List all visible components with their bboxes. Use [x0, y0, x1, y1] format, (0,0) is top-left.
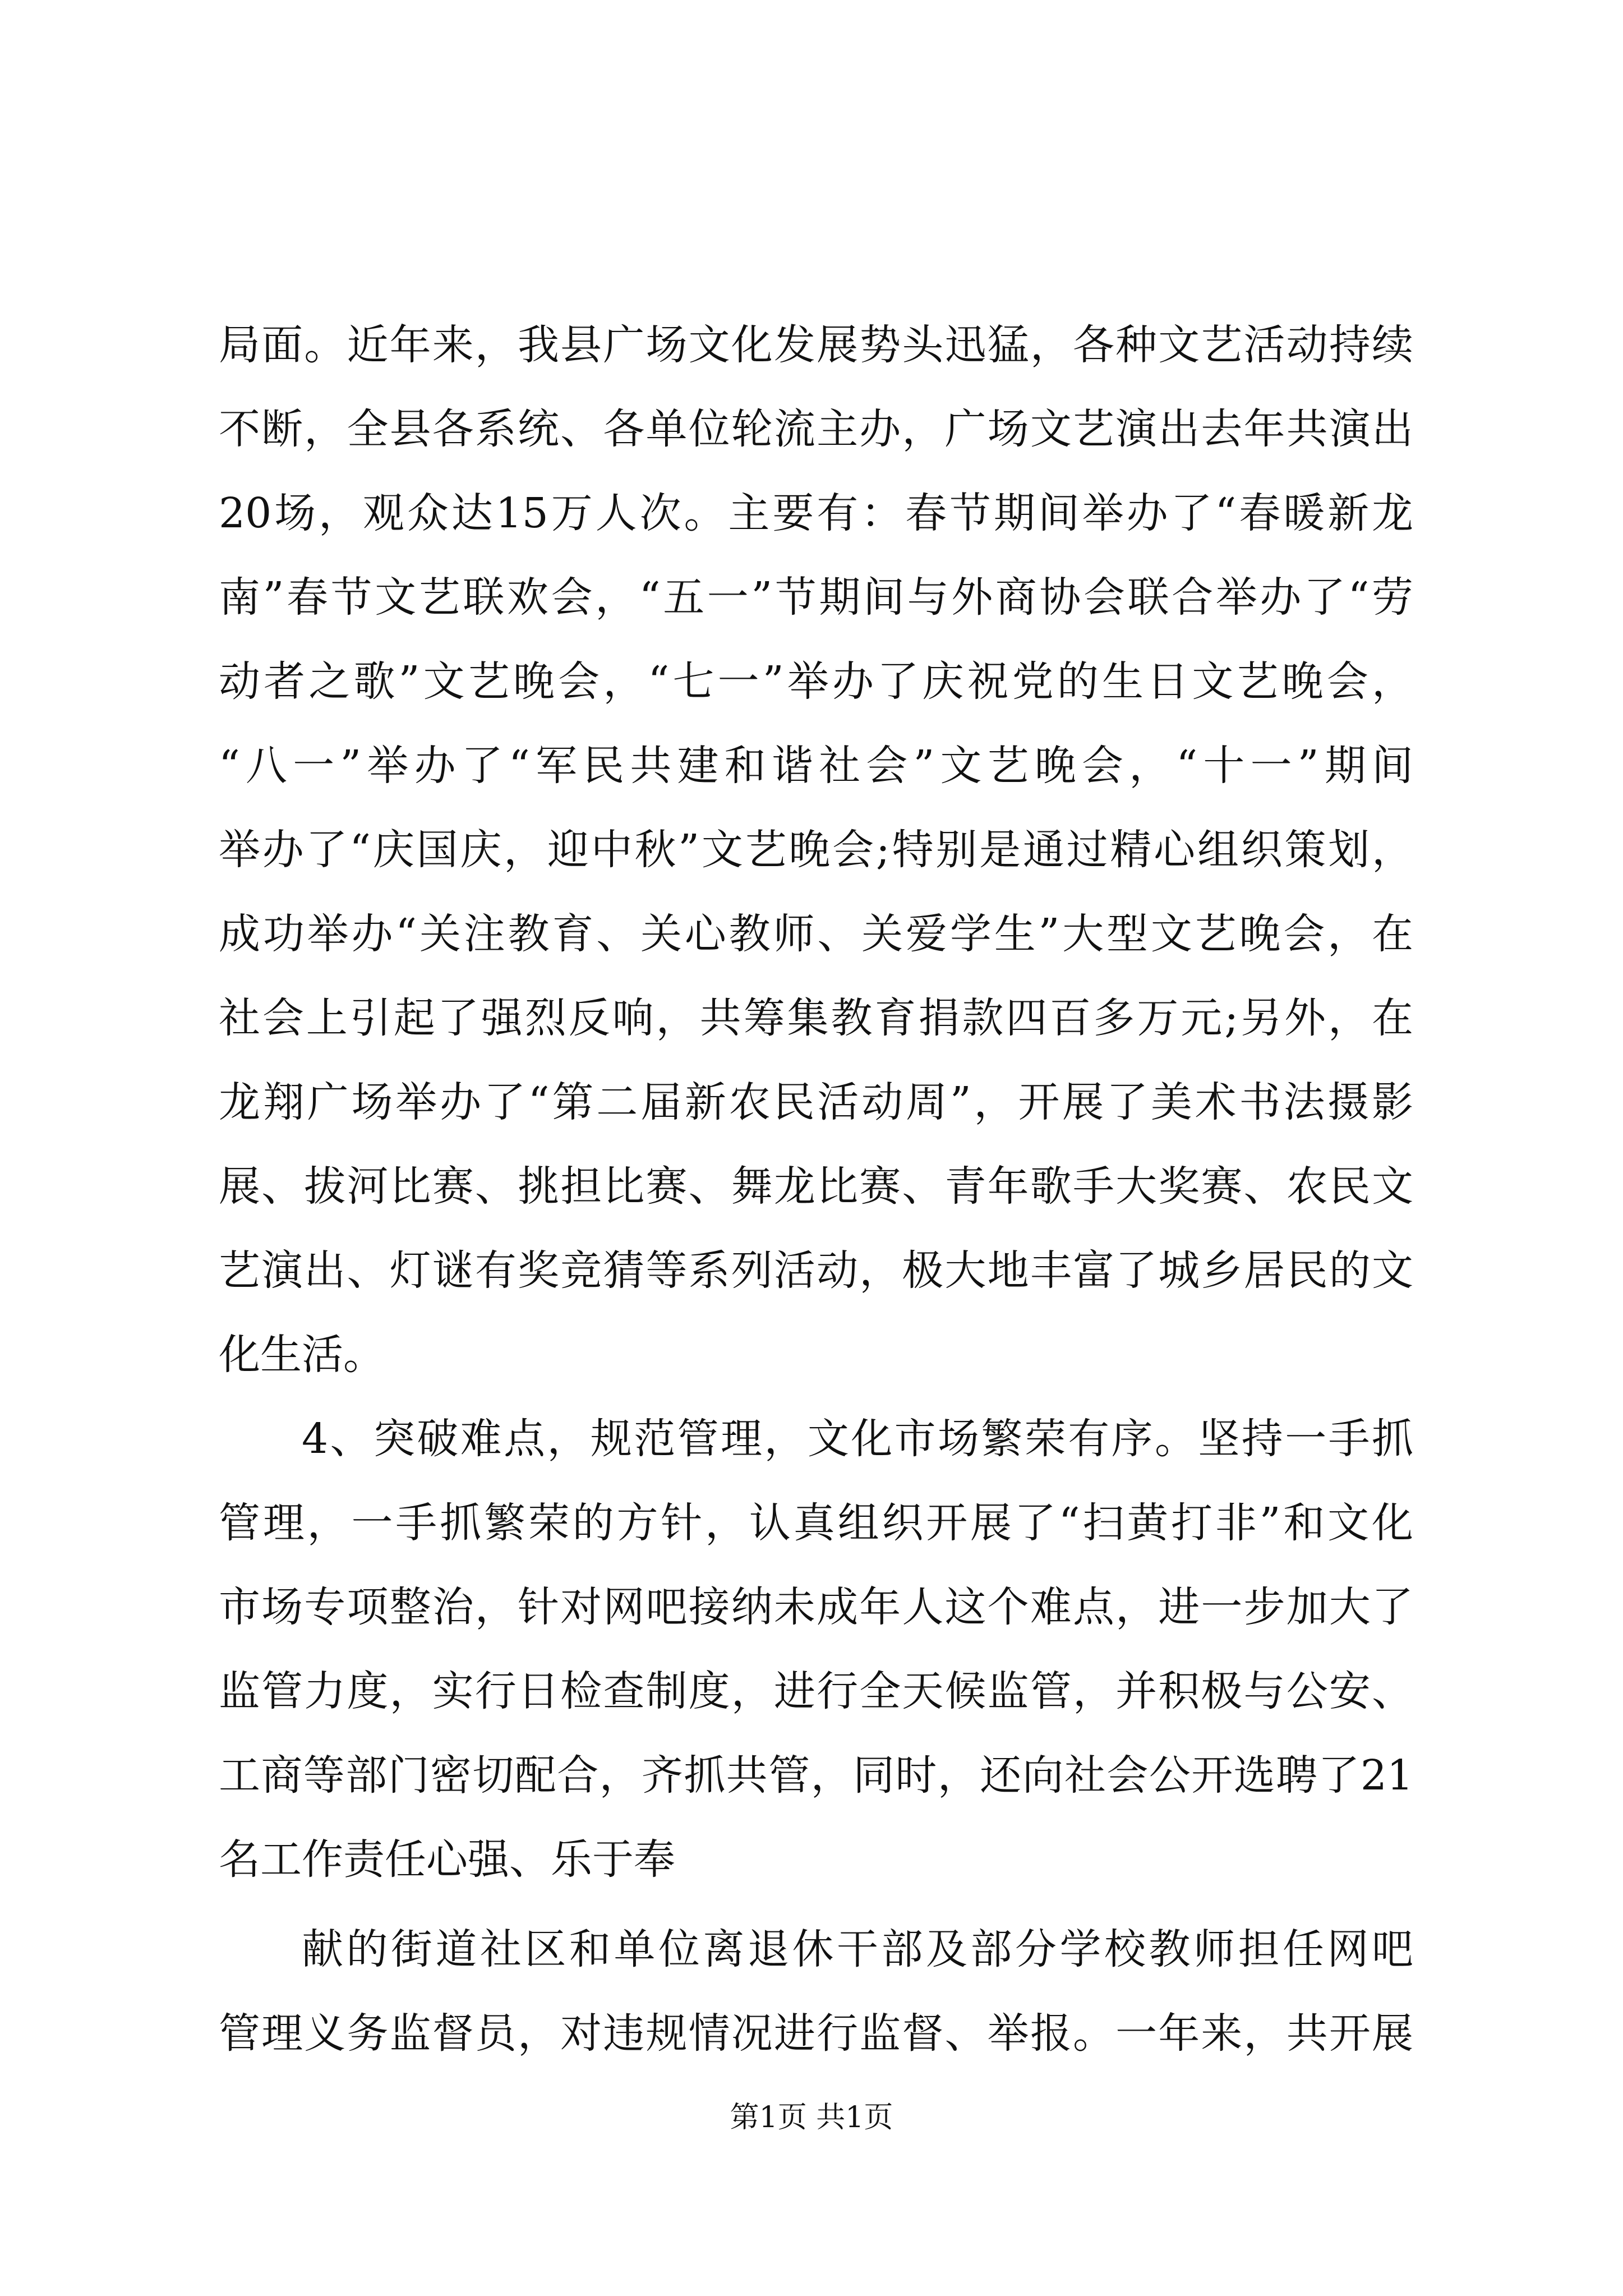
text-line: 市场专项整治，针对网吧接纳未成年人这个难点，进一步加大了: [219, 1583, 1413, 1631]
text-line: 管理，一手抓繁荣的方针，认真组织开展了“扫黄打非”和文化: [219, 1499, 1413, 1547]
text-line: 名工作责任心强、乐于奉: [219, 1835, 675, 1884]
text-line: 工商等部门密切配合，齐抓共管，同时，还向社会公开选聘了21: [219, 1751, 1413, 1800]
text-line: 管理义务监督员，对违规情况进行监督、举报。一年来，共开展: [219, 2009, 1413, 2058]
text-line: 局面。近年来，我县广场文化发展势头迅猛，各种文艺活动持续: [219, 321, 1413, 369]
page-footer: 第1页 共1页: [730, 2101, 893, 2134]
text-line: “八一”举办了“军民共建和谐社会”文艺晚会，“十一”期间: [219, 742, 1413, 790]
text-line: 举办了“庆国庆，迎中秋”文艺晚会;特别是通过精心组织策划，: [219, 826, 1413, 874]
text-line: 展、拔河比赛、挑担比赛、舞龙比赛、青年歌手大奖赛、农民文: [219, 1162, 1413, 1211]
text-line: 艺演出、灯谜有奖竞猜等系列活动，极大地丰富了城乡居民的文: [219, 1246, 1413, 1295]
text-line: 龙翔广场举办了“第二届新农民活动周”，开展了美术书法摄影: [219, 1078, 1413, 1126]
text-line: 献的街道社区和单位离退休干部及部分学校教师担任网吧: [302, 1925, 1413, 1973]
text-line: 监管力度，实行日检查制度，进行全天候监管，并积极与公安、: [219, 1667, 1413, 1715]
text-line: 南”春节文艺联欢会，“五一”节期间与外商协会联合举办了“劳: [219, 573, 1413, 622]
text-line: 社会上引起了强烈反响，共筹集教育捐款四百多万元;另外，在: [219, 994, 1413, 1042]
text-line: 4、突破难点，规范管理，文化市场繁荣有序。坚持一手抓: [302, 1415, 1413, 1463]
text-line: 不断，全县各系统、各单位轮流主办，广场文艺演出去年共演出: [219, 405, 1413, 453]
text-line: 动者之歌”文艺晚会，“七一”举办了庆祝党的生日文艺晚会，: [219, 657, 1413, 706]
text-line: 20场，观众达15万人次。主要有：春节期间举办了“春暖新龙: [219, 489, 1413, 537]
document-body: [219, 303, 1413, 2076]
text-line: 化生活。: [219, 1331, 385, 1379]
text-line: 成功举办“关注教育、关心教师、关爱学生”大型文艺晚会，在: [219, 910, 1413, 958]
